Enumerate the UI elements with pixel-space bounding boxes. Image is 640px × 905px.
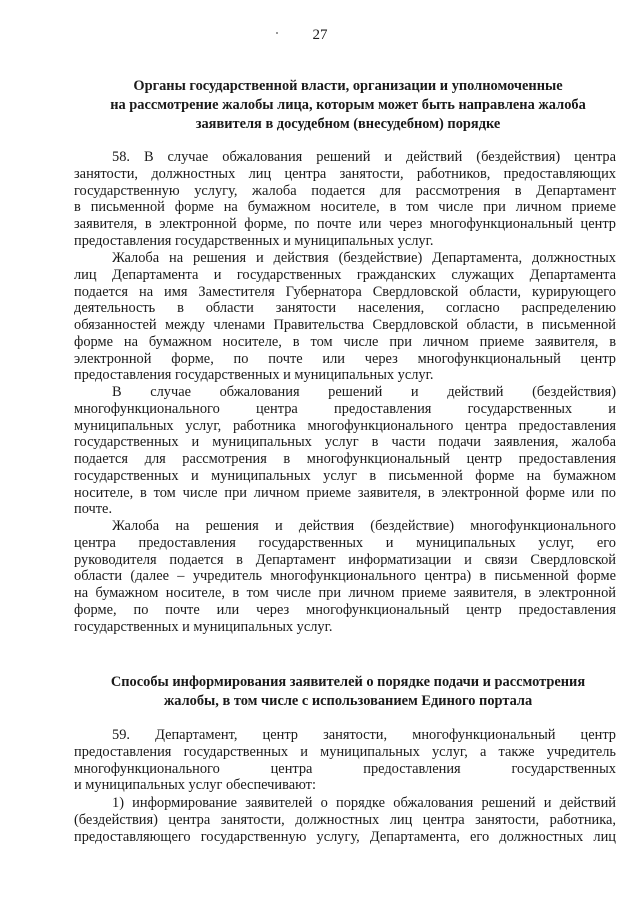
page-number: 27 — [312, 27, 328, 43]
paragraph-mfc-head-complaint: Жалоба на решения и действия (бездействие) многофункционального центра предоставления государственных и муниципальных услуг, его руководителя подается в Департамент информатизации и связи Свердловской области (далее – учредитель многофункционального центра) в письменной форме на бумажном носителе, в том числе при личном приеме заявителя, в электронной форме, по почте или через многофункциональный центр предоставления государственных и муниципальных услуг. — [74, 518, 616, 635]
section-heading-complaint-bodies: Органы государственной власти, организации и уполномоченные на рассмотрение жалобы лица, которым может быть направлена жалоба заявителя в досудебном (внесудебном) порядке — [110, 78, 586, 132]
scan-speck — [276, 32, 278, 34]
paragraph-58: 58. В случае обжалования решений и действий (бездействия) центра занятости, должностных лиц центра занятости, работников, предоставляющих государственную услугу, жалоба подается для рассмотрения в Департамент в письменной форме на бумажном носителе, в том числе при личном приеме заявителя, в электронной форме, по почте или через многофункциональный центр предоставления государственных и муниципальных услуг. — [74, 149, 616, 249]
paragraph-item-1: 1) информирование заявителей о порядке обжалования решений и действий (бездействия) центра занятости, должностных лиц центра занятости, работника, предоставляющего государственную услугу, Департамента, его должностных лиц — [74, 795, 616, 845]
paragraph-department-complaint: Жалоба на решения и действия (бездействие) Департамента, должностных лиц Департамента и государственных гражданских служащих Департамента подается на имя Заместителя Губернатора Свердловской области, курирующего деятельность в области занятости населения, согласно распределению обязанностей между членами Правительства Свердловской области, в письменной форме на бумажном носителе, в том числе при личном приеме заявителя, в электронной форме, по почте или через многофункциональный центр предоставления государственных и муниципальных услуг. — [74, 250, 616, 384]
section-heading-informing-methods: Способы информирования заявителей о порядке подачи и рассмотрения жалобы, в том числе с использованием Единого портала — [110, 674, 586, 709]
paragraph-59: 59. Департамент, центр занятости, многофункциональный центр предоставления государственных и муниципальных услуг, а также учредитель многофункционального центра предоставления государственных и муниципальных услуг обеспечивают: — [74, 727, 616, 794]
paragraph-mfc-complaint: В случае обжалования решений и действий (бездействия) многофункционального центра предоставления государственных и муниципальных услуг, работника многофункционального центра предоставления государственных и муниципальных услуг в части подачи заявления, жалоба подается для рассмотрения в многофункциональный центр предоставления государственных и муниципальных услуг в письменной форме на бумажном носителе, в том числе при личном приеме заявителя, в электронной форме или по почте. — [74, 384, 616, 518]
